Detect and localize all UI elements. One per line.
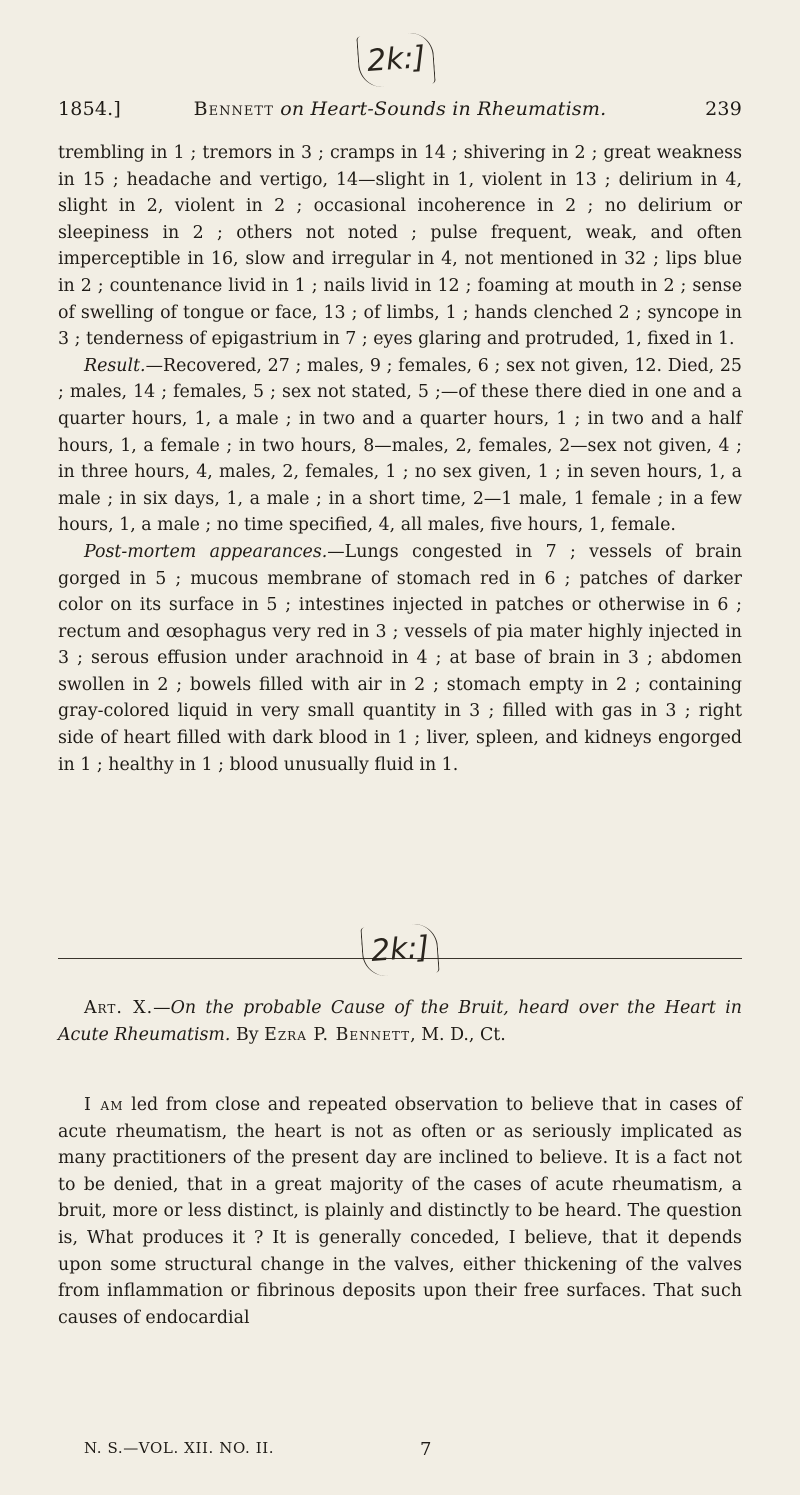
header-title	[58, 98, 742, 120]
byline-by: By	[230, 1024, 265, 1045]
header-author: Bennett	[193, 98, 274, 120]
symptoms-paragraph	[58, 140, 742, 353]
result-paragraph	[58, 353, 742, 539]
paragraph-text: —Recovered, 27 ; males, 9 ; females, 6 ; sex not given, 12. Died, 25 ; males, 14 ; females, 5 ; sex not stated, 5 ;—of these there died in one and a quarter hours, 1, a male ; in two and a quarter hours, 1 ; in two and a half hours, 1, a female ; in two hours, 8—males, 2, females, 2—sex not given, 4 ; in three hours, 4, males, 2, females, 1 ; no sex given, 1 ; in seven hours, 1, a male ; in six days, 1, a male ; in a short time, 2—1 male, 1 female ; in a few hours, 1, a male ; no time specified, 4, all males, five hours, 1, female.	[58, 355, 742, 536]
article-title	[58, 995, 742, 1048]
running-header	[58, 98, 742, 124]
author-credentials: , M. D., Ct.	[410, 1024, 506, 1045]
article-title-text: On the probable Cause of the Bruit, heard over the Heart in Acute Rheumatism.	[58, 998, 743, 1045]
page-footer	[84, 1439, 716, 1463]
result-label: Result.	[84, 355, 146, 376]
post-mortem-paragraph	[58, 539, 742, 778]
library-stamp: 2k:]	[356, 31, 436, 88]
paragraph-text: led from close and repeated observation to believe that in cases of acute rheumatism, the heart is not as often or as seriously implicated as many practitioners of the present day are inclined to believe. It is a fact not to be denied, that in a great majority of the cases of acute rheumatism, a bruit, more or less distinct, is plainly and distinctly to be heard. The question is, What produces it ? It is generally conceded, I believe, that it depends upon some structural change in the valves, either thickening of the valves from inflammation or fibrinous deposits upon their free surfaces. That such causes of endocardial	[58, 1095, 742, 1328]
article-body	[58, 1092, 742, 1331]
paragraph-text: —Lungs congested in 7 ; vessels of brain gorged in 5 ; mucous membrane of stomach red in 6 ; patches of darker color on its surface in 5 ; intestines injected in patches or otherwise in 6 ; rectum and œsophagus very red in 3 ; vessels of pia mater highly injected in 3 ; serous effusion under arachnoid in 4 ; at base of brain in 3 ; abdomen swollen in 2 ; bowels filled with air in 2 ; stomach empty in 2 ; containing gray-colored liquid in very small quantity in 3 ; filled with gas in 3 ; right side of heart filled with dark blood in 1 ; liver, spleen, and kidneys engorged in 1 ; healthy in 1 ; blood unusually fluid in 1.	[58, 541, 742, 775]
body-paragraph	[58, 1092, 742, 1331]
paragraph-text: trembling in 1 ; tremors in 3 ; cramps in 14 ; shivering in 2 ; great weakness in 15 ; headache and vertigo, 14—slight in 1, violent in 13 ; delirium in 4, slight in 2, violent in 2 ; occasional incoherence in 2 ; no delirium or sleepiness in 2 ; others not noted ; pulse frequent, weak, and often imperceptible in 16, slow and irregular in 4, not mentioned in 32 ; lips blue in 2 ; countenance livid in 1 ; nails livid in 12 ; foaming at mouth in 2 ; sense of swelling of tongue or face, 13 ; of limbs, 1 ; hands clenched 2 ; syncope in 3 ; tenderness of epigastrium in 7 ; eyes glaring and protruded, 1, fixed in 1.	[58, 143, 742, 350]
header-subject: Heart-Sounds in Rheumatism.	[310, 98, 607, 120]
page-number: 239	[705, 98, 742, 120]
post-mortem-label: Post-mortem appearances.	[84, 541, 328, 562]
initial-words: I am	[84, 1095, 124, 1115]
article-dash: —	[153, 998, 171, 1018]
article-heading	[58, 995, 742, 1048]
signature-line: N. S.—VOL. XII. NO. II.	[84, 1439, 275, 1457]
article-number: Art. X.	[84, 998, 154, 1018]
header-year: 1854.]	[58, 98, 122, 120]
article-author: Ezra P. Bennett	[264, 1024, 411, 1045]
signature-mark: 7	[420, 1439, 432, 1460]
header-on: on	[273, 98, 311, 120]
findings-section	[58, 140, 742, 778]
library-stamp-2: 2k:]	[360, 922, 440, 977]
